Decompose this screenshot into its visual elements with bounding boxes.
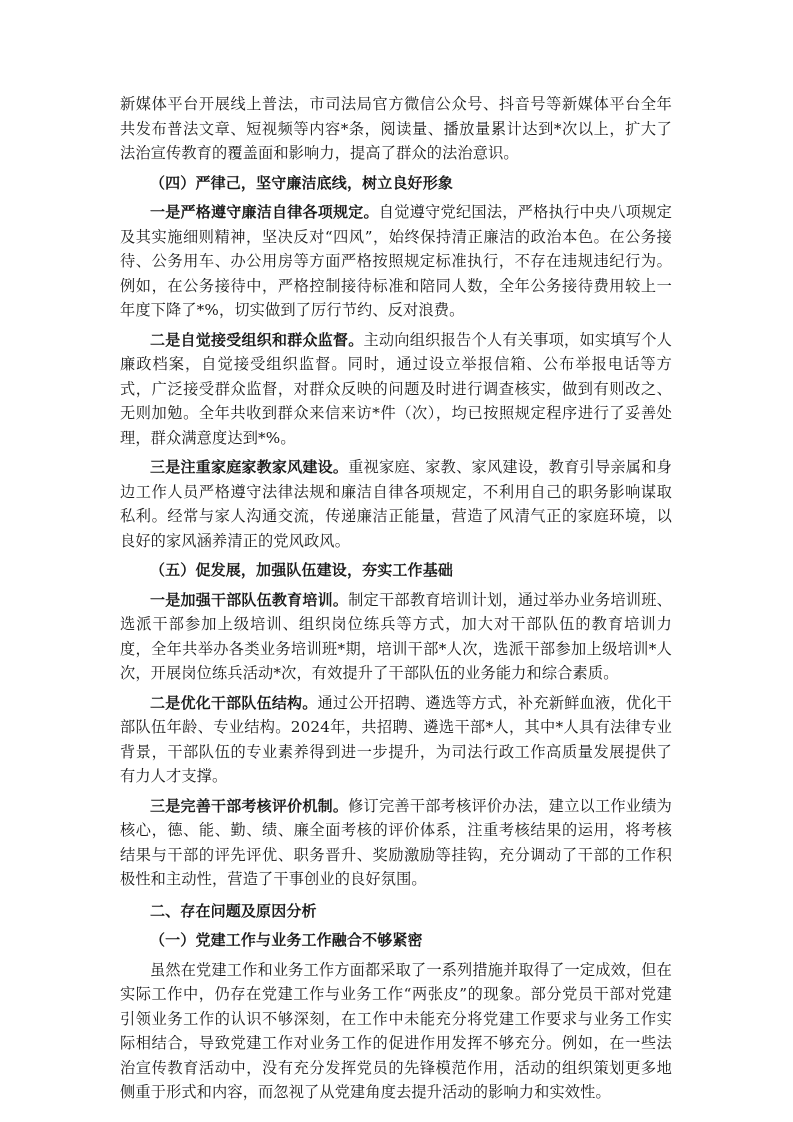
paragraph-5-3 xyxy=(120,794,672,892)
paragraph-body: 自觉遵守党纪国法，严格执行中央八项规定及其实施细则精神，坚决反对“四风”，始终保持清正廉洁的政治本色。在公务接待、公务用车、办公用房等方面严格按照规定标准执行，不存在违规违纪行为。例如，在公务接待中，严格控制接待标准和陪同人数，全年公务接待费用较上一年度下降了*%，切实做到了厉行节约、反对浪费。 xyxy=(120,203,672,319)
paragraph-body: 修订完善干部考核评价办法，建立以工作业绩为核心，德、能、勤、绩、廉全面考核的评价体系，注重考核结果的运用，将考核结果与干部的评先评优、职务晋升、奖励激励等挂钩，充分调动了干部的工作积极性和主动性，营造了干事创业的良好氛围。 xyxy=(120,796,673,888)
paragraph-continued: 新媒体平台开展线上普法，市司法局官方微信公众号、抖音号等新媒体平台全年共发布普法文章、短视频等内容*条，阅读量、播放量累计达到*次以上，扩大了法治宣传教育的覆盖面和影响力，提高了群众的法治意识。 xyxy=(120,95,672,162)
paragraph-4-2 xyxy=(120,328,672,451)
paragraph-5-1 xyxy=(120,588,672,686)
paragraph-body: 制定干部教育培训计划，通过举办业务培训班、选派干部参加上级培训、组织岗位练兵等方式，加大对干部队伍的教育培训力度，全年共举办各类业务培训班*期，培训干部*人次，选派干部参加上级培训*人次，开展岗位练兵活动*次，有效提升了干部队伍的业务能力和综合素质。 xyxy=(120,590,673,682)
section-heading-4: （四）严律己，坚守廉洁底线，树立良好形象 xyxy=(150,173,454,192)
document-page xyxy=(120,92,672,1105)
chapter-heading-2: 二、存在问题及原因分析 xyxy=(150,901,317,920)
paragraph-lead: 一是严格遵守廉洁自律各项规定。 xyxy=(150,203,379,221)
paragraph-lead: 三是注重家庭家教家风建设。 xyxy=(150,458,349,476)
paragraph-2-1: 虽然在党建工作和业务工作方面都采取了一系列措施并取得了一定成效，但在实际工作中，仍存在党建工作与业务工作“两张皮”的现象。部分党员干部对党建引领业务工作的认识不够深刻，在工作中未能充分将党建工作要求与业务工作实际相结合，导致党建工作对业务工作的促进作用发挥不够充分。例如，在一些法治宣传教育活动中，没有充分发挥党员的先锋模范作用，活动的组织策划更多地侧重于形式和内容，而忽视了从党建角度去提升活动的影响力和实效性。 xyxy=(120,960,672,1101)
section-heading-5: （五）促发展，加强队伍建设，夯实工作基础 xyxy=(150,561,454,579)
paragraph-body: 重视家庭、家教、家风建设，教育引导亲属和身边工作人员严格遵守法律法规和廉洁自律各项规定，不利用自己的职务影响谋取私利。经常与家人沟通交流，传递廉洁正能量，营造了风清气正的家庭环境，以良好的家风涵养清正的党风政风。 xyxy=(120,458,673,550)
paragraph-lead: 二是自觉接受组织和群众监督。 xyxy=(150,330,364,349)
paragraph-4-1 xyxy=(120,200,672,323)
section-heading-2-1: （一）党建工作与业务工作融合不够紧密 xyxy=(150,931,423,949)
paragraph-lead: 一是加强干部队伍教育培训。 xyxy=(150,590,349,609)
paragraph-4-3 xyxy=(120,455,672,553)
paragraph-body: 通过公开招聘、遴选等方式，补充新鲜血液，优化干部队伍年龄、专业结构。2024年，共招聘、遴选干部*人，其中*人具有法律专业背景，干部队伍的专业素养得到进一步提升，为司法行政工作高质量发展提供了有力人才支撑。 xyxy=(120,693,672,785)
paragraph-lead: 二是优化干部队伍结构。 xyxy=(150,693,318,712)
paragraph-body: 主动向组织报告个人有关事项，如实填写个人廉政档案，自觉接受组织监督。同时，通过设立举报信箱、公布举报电话等方式，广泛接受群众监督，对群众反映的问题及时进行调查核实，做到有则改之、无则加勉。全年共收到群众来信来访*件（次），均已按照规定程序进行了妥善处理，群众满意度达到*%。 xyxy=(120,330,672,447)
paragraph-5-2 xyxy=(120,691,672,789)
paragraph-lead: 三是完善干部考核评价机制。 xyxy=(150,796,349,815)
